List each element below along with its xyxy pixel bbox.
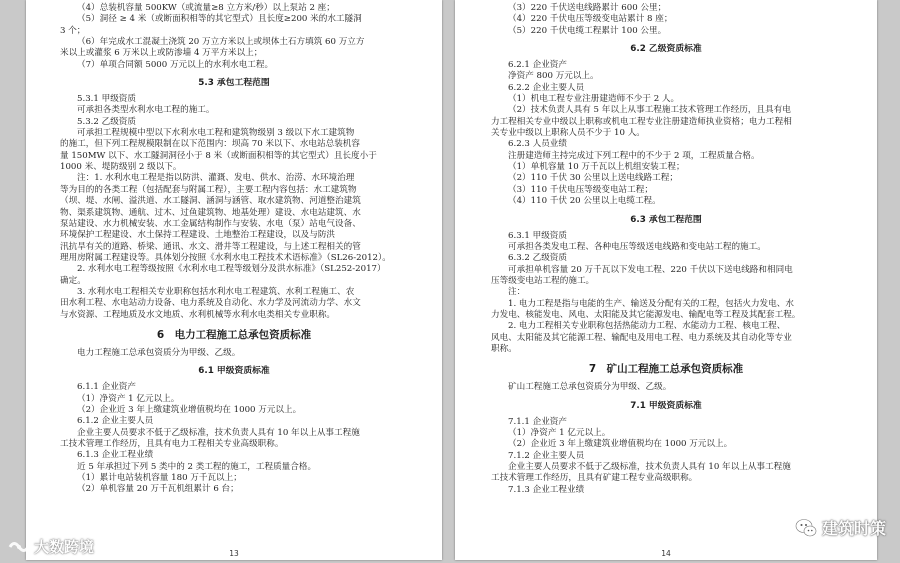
brand-logo-icon <box>8 538 30 556</box>
text-line: 汛抗旱有关的道路、桥梁、通讯、水文、滑井等工程建设，与上述工程相关的管 <box>60 241 361 252</box>
text-line: 近 5 年承担过下列 5 类中的 2 类工程的施工，工程质量合格。 <box>77 461 317 472</box>
text-line: 米以上或灌浆 6 万米以上或防渗墙 4 万平方米以上； <box>60 48 263 59</box>
section-heading: 5.3 承包工程范围 <box>198 78 270 89</box>
watermark-left <box>8 536 94 557</box>
text-line: （3）110 千伏电压等级变电站工程； <box>508 184 653 195</box>
text-line: 环境保护工程建设、水土保持工程建设、土地整治工程建设，以及与防洪 <box>60 230 336 241</box>
text-line: 净资产 800 万元以上。 <box>508 71 599 82</box>
document-page-left <box>26 0 442 560</box>
text-line: 5.3.1 甲级资质 <box>77 94 136 105</box>
text-line: 7.1.1 企业资产 <box>508 416 567 427</box>
text-line: 风电、太阳能及其它能源工程、输配电及用电工程、电力系统及其自动化等专业 <box>491 332 792 343</box>
text-line: 6.2.2 企业主要人员 <box>508 82 585 93</box>
text-line: 可承担工程规模中型以下水利水电工程和建筑物级别 3 级以下水工建筑物 <box>77 128 355 139</box>
text-line: 6.1.2 企业主要人员 <box>77 416 154 427</box>
page-number: 14 <box>661 549 671 558</box>
text-line: 关专业中级以上职称人员不少于 10 人。 <box>491 128 645 139</box>
text-line: 矿山工程施工总承包资质分为甲级、乙级。 <box>508 382 672 393</box>
text-line: 可承担单机容量 20 万千瓦以下发电工程、220 千伏以下送电线路和相同电 <box>508 264 793 275</box>
text-line: （2）企业近 3 年上缴建筑业增值税均在 1000 万元以上。 <box>77 404 302 415</box>
text-line: 与水资源、工程地质及水文地质、水利机械等水利水电类相关专业职称。 <box>60 309 336 320</box>
text-line: （2）企业近 3 年上缴建筑业增值税均在 1000 万元以上。 <box>508 439 733 450</box>
text-line: 企业主要人员要求不低于乙级标准，技术负责人具有 10 年以上从事工程施 <box>77 427 360 438</box>
text-line: 工技术管理工作经历，且具有电力工程相关专业高级职称。 <box>60 439 284 449</box>
text-line: （1）累计电站装机容量 180 万千瓦以上； <box>77 473 242 484</box>
text-line: 5.3.2 乙级资质 <box>77 116 136 127</box>
text-line: 泵站建设、水力机械安装、水工金属结构制作与安装、水电（泵）站电气设备、 <box>60 218 361 229</box>
section-heading: 6.3 承包工程范围 <box>630 214 702 225</box>
text-line: （2）110 千伏 30 公里以上送电线路工程； <box>508 173 678 184</box>
text-line: 压等级变电站工程的施工。 <box>491 275 595 286</box>
text-line: 田水利工程、水电站动力设备、电力系统及自动化、水力学及河流动力学、水文 <box>60 298 361 309</box>
text-line: 可承担各类型水利水电工程的施工。 <box>77 105 215 116</box>
text-line: 电力工程施工总承包资质分为甲级、乙级。 <box>77 347 241 358</box>
wechat-icon <box>795 517 817 539</box>
text-line: （坝、堤、水闸、溢洪道、水工隧洞、涵洞与涵管、取水建筑物、河道整治建筑 <box>60 196 361 207</box>
section-heading: 6.2 乙级资质标准 <box>630 44 702 55</box>
text-line: 力发电、核能发电、风电、太阳能及其它能源发电、输配电等工程及其配套工程。 <box>491 309 801 320</box>
text-line: 6.1.3 企业工程业绩 <box>77 450 154 461</box>
text-line: 确定。 <box>60 275 86 286</box>
text-line: 3. 水利水电工程相关专业职称包括水利水电工程建筑、水利工程施工、农 <box>77 286 355 297</box>
text-line: 6.3.1 甲级资质 <box>508 230 567 241</box>
text-line: 理用房附属工程建设等。具体划分按照《水利水电工程技术术语标准》（SL26-2012）。 <box>60 252 391 263</box>
text-line: 1. 电力工程是指与电能的生产、输送及分配有关的工程，包括火力发电、水 <box>508 298 794 309</box>
text-line: （1）净资产 1 亿元以上。 <box>77 393 180 404</box>
text-line: 注：1. 水利水电工程是指以防洪、灌溉、发电、供水、治涝、水环境治理 <box>77 173 355 184</box>
text-line: 6.1.1 企业资产 <box>77 382 136 393</box>
text-line: 注： <box>508 287 526 298</box>
text-line: （1）单机容量 10 万千瓦以上机组安装工程； <box>508 162 685 173</box>
text-line: 等为目的的各类工程（包括配套与附属工程），主要工程内容包括：水工建筑物 <box>60 184 357 195</box>
text-line: （5）220 千伏电缆工程累计 100 公里。 <box>508 25 667 36</box>
text-line: （5）洞径 ≥ 4 米（或断面积相等的其它型式）且长度≥200 米的水工隧洞 <box>77 14 362 25</box>
text-line: （6）年完成水工混凝土浇筑 20 万立方米以上或坝体土石方填筑 60 万立方 <box>77 37 365 48</box>
text-line: 7.1.3 企业工程业绩 <box>508 484 585 495</box>
text-line: 1000 米、堤防级别 2 级以下。 <box>60 162 182 173</box>
text-line: 6.2.1 企业资产 <box>508 60 567 71</box>
text-line: （3）220 千伏送电线路累计 600 公里； <box>508 3 667 13</box>
text-line: 工技术管理工作经历，且具有矿建工程专业高级职称。 <box>491 473 698 484</box>
section-heading: 6.1 甲级资质标准 <box>198 366 270 377</box>
text-line: 6.2.3 人员业绩 <box>508 139 567 150</box>
text-line: 力工程相关专业中级以上职称或机电工程专业注册建造师执业资格；电力工程相 <box>491 116 792 127</box>
text-line: （7）单项合同额 5000 万元以上的水利水电工程。 <box>77 59 274 70</box>
text-line: 3 个； <box>60 25 86 36</box>
text-line: 6.3.2 乙级资质 <box>508 253 567 264</box>
text-line: 的施工，但下列工程规模限制在以下范围内：坝高 70 米以下、水电站总装机容 <box>60 139 360 150</box>
text-line: 可承担各类发电工程、各种电压等级送电线路和变电站工程的施工。 <box>508 241 766 252</box>
watermark-right <box>795 516 886 539</box>
section-heading: 7.1 甲级资质标准 <box>630 400 702 411</box>
page-content-right <box>455 3 877 496</box>
text-line: （2）单机容量 20 万千瓦机组累计 6 台； <box>77 484 239 495</box>
text-line: （1）机电工程专业注册建造师不少于 2 人。 <box>508 94 680 105</box>
text-line: 企业主要人员要求不低于乙级标准，技术负责人具有 10 年以上从事工程施 <box>508 462 791 472</box>
page-content-left <box>26 3 442 496</box>
text-line: （4）110 千伏 20 公里以上电缆工程。 <box>508 196 661 207</box>
text-line: 职称。 <box>491 343 517 354</box>
text-line: （4）总装机容量 500KW（或流量≥8 立方米/秒）以上泵站 2 座； <box>77 3 335 13</box>
chapter-title: 7 矿山工程施工总承包资质标准 <box>588 363 744 376</box>
text-line: （4）220 千伏电压等级变电站累计 8 座； <box>508 14 673 25</box>
page-number: 13 <box>229 549 239 558</box>
watermark-right-text: 建筑时策 <box>821 519 886 538</box>
text-line: 7.1.2 企业主要人员 <box>508 450 585 461</box>
chapter-title: 6 电力工程施工总承包资质标准 <box>156 328 312 341</box>
document-page-right <box>455 0 877 560</box>
text-line: 2. 水利水电工程等级按照《水利水电工程等级划分及洪水标准》（SL252-2017） <box>77 264 386 275</box>
text-line: 量 150MW 以下、水工隧洞洞径小于 8 米（或断面积相等的其它型式）且长度小于 <box>60 150 377 161</box>
text-line: 注册建造师主持完成过下列工程中的不少于 2 项，工程质量合格。 <box>508 150 760 161</box>
text-line: （1）净资产 1 亿元以上。 <box>508 427 611 438</box>
text-line: （2）技术负责人具有 5 年以上从事工程施工技术管理工作经历，且具有电 <box>508 105 791 116</box>
text-line: 物、渠系建筑物、通航、过木、过鱼建筑物、地基处理）建设、水电站建筑、水 <box>60 207 361 218</box>
text-line: 2. 电力工程相关专业职称包括热能动力工程、水能动力工程、核电工程、 <box>508 321 786 332</box>
watermark-left-text: 大数跨境 <box>34 538 95 556</box>
